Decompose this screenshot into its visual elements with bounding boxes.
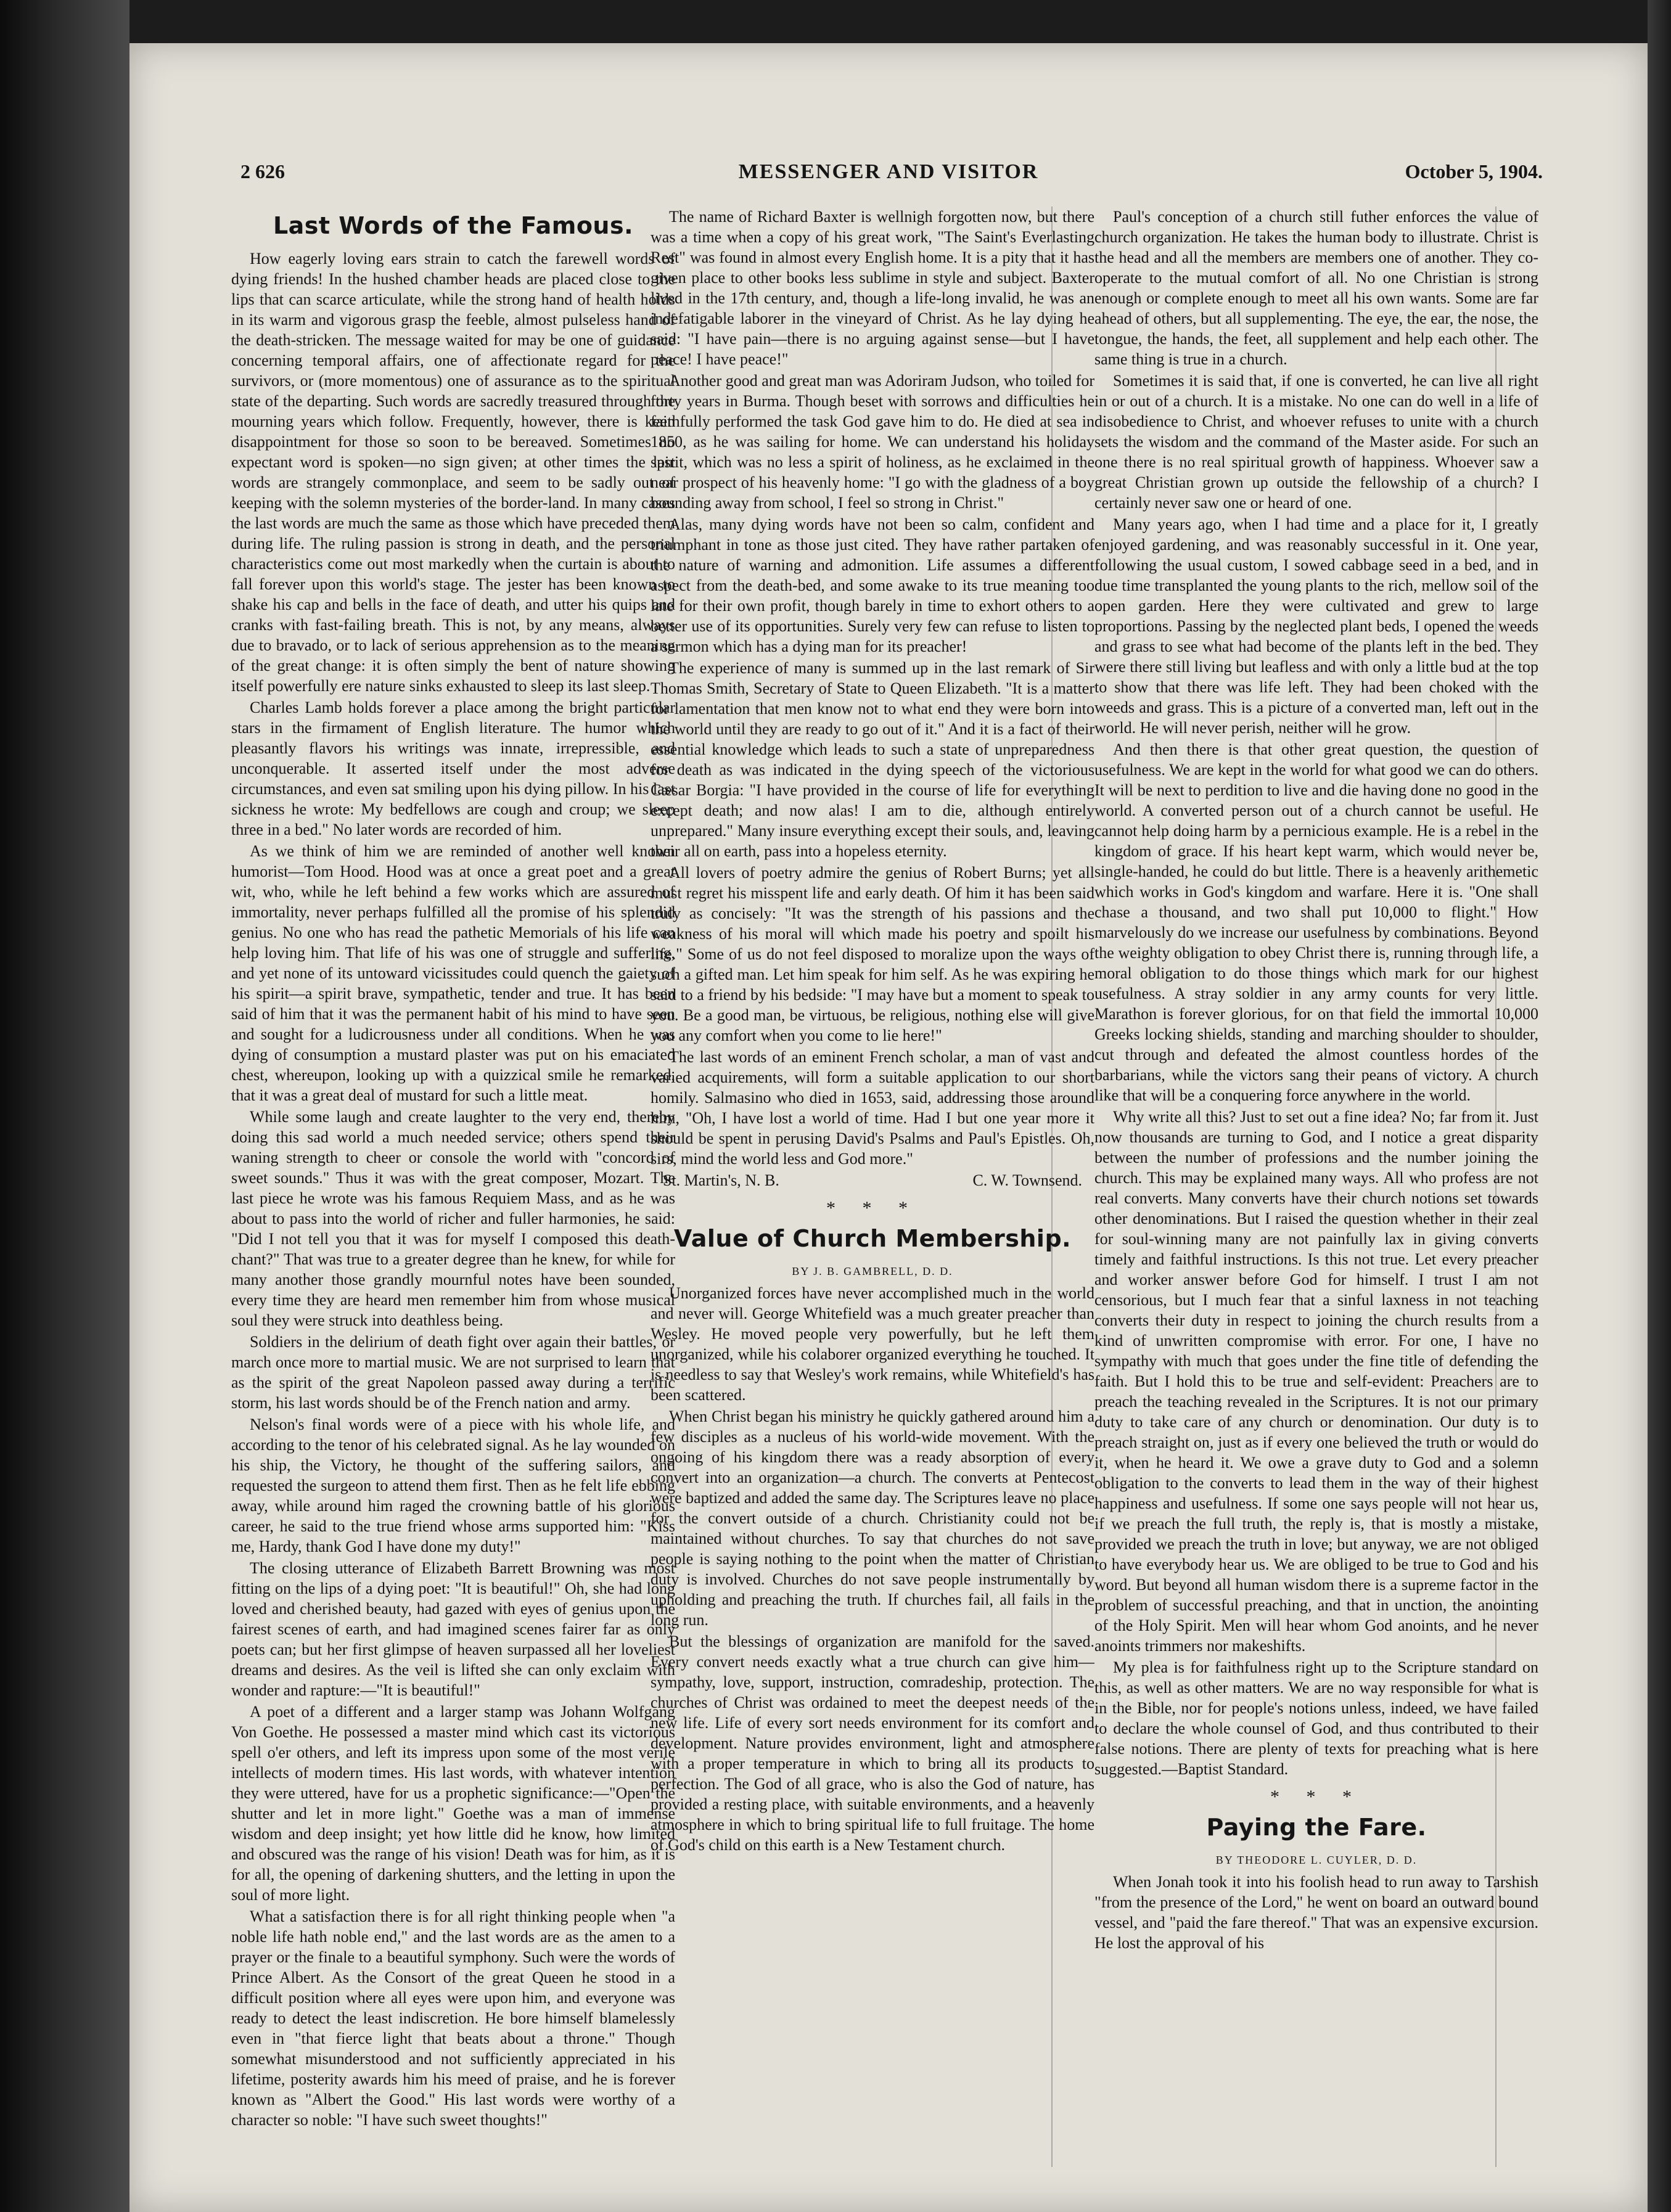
paragraph: Unorganized forces have never accomplished much in the world and never will. George Whitefield was a much greater preacher than Wesley. He moved people very powerfully, but he left them unorganized, while his colaborer organized everything he touched. It is needless to say that Wesley's work remains, while Whitefield's has been scattered.	[651, 1284, 1094, 1404]
paragraph: Another good and great man was Adoriram Judson, who toiled for forty years in Burma. Though beset with sorrows and difficulties he faithfully performed the task God gave him to do. He died at sea in 1850, as he was sailing for home. We can understand his holiday spirit, which was no less a spirit of holiness, as he exclaimed in the near prospect of his heavenly home: "I go with the gladness of a boy bounding away from school, I feel so strong in Christ."	[651, 372, 1094, 512]
article-title: Last Words of the Famous.	[273, 212, 634, 239]
article-byline: BY THEODORE L. CUYLER, D. D.	[1215, 1854, 1418, 1866]
paragraph: Charles Lamb holds forever a place among the bright particular stars in the firmament of English literature. The humor which pleasantly flavors his writings was innate, irrepressible, and unconquerable. It asserted itself under the most adverse circumstances, and even sat smiling upon his dying pillow. In his last sickness he wrote: My bedfellows are cough and croup; we sleep three in a bed." No later words are recorded of him.	[231, 698, 675, 838]
article-byline: BY J. B. GAMBRELL, D. D.	[792, 1265, 953, 1277]
paragraph: When Christ began his ministry he quickly gathered around him a few disciples as a nucleus of his world-wide movement. With the ongoing of his kingdom there was a ready absorption of every convert into an organization—a church. The converts at Pentecost were baptized and added the same day. The Scriptures leave no place for the convert outside of a church. Christianity could not be maintained without churches. To say that churches do not save people is saying nothing to the point when the matter of Christian duty is involved. Churches do not save people instrumentally by upholding and preaching the truth. If churches fail, all fails in the long run.	[651, 1407, 1094, 1629]
paragraph: While some laugh and create laughter to the very end, thereby doing this sad world a much needed service; others spend their waning strength to cheer or console the world with "concord of sweet sounds." Thus it was with the great composer, Mozart. The last piece he wrote was his famous Requiem Mass, and as he was about to pass into the world of richer and fuller harmonies, he said: "Did I not tell you that it was for myself I composed this death-chant?" That was true to a greater degree than he knew, for while for many another those grandly mournful notes have been sounded, every time they are heard men remember him from whose musical soul they were struck into deathless being.	[231, 1108, 675, 1329]
page-header	[129, 160, 1648, 197]
section-separator: * * *	[826, 1198, 919, 1218]
article-title: Value of Church Membership.	[673, 1225, 1072, 1252]
paragraph: What a satisfaction there is for all right thinking people when "a noble life hath noble end," and the last words are as the amen to a prayer or the finale to a beautiful symphony. Such were the words of Prince Albert. As the Consort of the great Queen he stood in a difficult position where all eyes were upon him, and everyone was ready to detect the least indiscretion. He bore himself blamelessly even in "that fierce light that beats about a throne." Though somewhat misunderstood and not sufficiently appreciated in his lifetime, posterity awards him his meed of praise, and he is forever known as "Albert the Good." His last words were worthy of a character so noble: "I have such sweet thoughts!"	[231, 1907, 675, 2129]
paragraph: My plea is for faithfulness right up to the Scripture standard on this, as well as other matters. We are no way responsible for what is in the Bible, nor for people's notions unless, indeed, we have failed to declare the whole counsel of God, and thus contributed to their false notions. There are plenty of texts for preaching what is here suggested.—Baptist Standard.	[1094, 1658, 1538, 1778]
page-number: 2 626	[240, 160, 285, 182]
paragraph: The experience of many is summed up in the last remark of Sir Thomas Smith, Secretary of State to Queen Elizabeth. "It is a matter for lamentation that men know not to what end they were born into the world until they are ready to go out of it." And it is a fact of their essential knowledge which leads to such a state of unpreparedness for death as was indicated in the dying speech of the victorious Cæsar Borgia: "I have provided in the course of life for everything except death; and now alas! I am to die, although entirely unprepared." Many insure everything except their souls, and, leaving their all on earth, pass into a hopeless eternity.	[651, 659, 1094, 860]
column-1	[231, 207, 675, 2198]
signature-author: C. W. Townsend.	[972, 1171, 1082, 1189]
paragraph: As we think of him we are reminded of another well known humorist—Tom Hood. Hood was at once a great poet and a great wit, who, while he left behind a few works which are assured of immortality, never perhaps fulfilled all the promise of his splendid genius. No one who has read the pathetic Memorials of his life can help loving him. That life of his was one of struggle and suffering, and yet none of its untoward vicissitudes could quench the gaiety of his spirit—a spirit brave, sympathetic, tender and true. It has been said of him that it was the permanent habit of his mind to have seen and sought for a ludicrousness under all conditions. When he was dying of consumption a mustard plaster was put on his emaciated chest, whereupon, looking up with a quizzical smile he remarked, that it was a great deal of mustard for such a little meat.	[231, 842, 675, 1104]
paragraph: A poet of a different and a larger stamp was Johann Wolfgang Von Goethe. He possessed a master mind which cast its victorious spell o'er others, and left its impress upon some of the most verile intellects of modern times. His last words, with whatever intention they were uttered, have for us a prophetic significance:—"Open the shutter and let in more light." Goethe was a man of immense wisdom and deep insight; yet how little did he know, how limited and obscured was the range of his vision! Death was for him, as it is for all, the opening of darkening shutters, and the letting in upon the soul of more light.	[231, 1703, 675, 1904]
scan-left-margin	[0, 0, 129, 2212]
article-title: Paying the Fare.	[1206, 1814, 1427, 1841]
paragraph: All lovers of poetry admire the genius of Robert Burns; yet all must regret his misspent life and early death. Of him it has been said truly as concisely: "It was the strength of his passions and the weakness of his moral will which made his poetry and spoilt his life." Some of us do not feel disposed to moralize upon the ways of such a gifted man. Let him speak for him self. As he was expiring he said to a friend by his bedside: "I may have but a moment to speak to you. Be a good man, be virtuous, be religious, nothing else will give you any comfort when you come to lie here!"	[651, 864, 1094, 1044]
paragraph: Many years ago, when I had time and a place for it, I greatly enjoyed gardening, and was reasonably successful in it. One year, following the usual custom, I sowed cabbage seed in a bed, and in due time transplanted the young plants to the rich, mellow soil of the open garden. Here they were cultivated and grew to large proportions. Passing by the neglected plant beds, I opened the weeds and grass to see what had become of the plants left in the bed. They were there still living but leafless and with only a little bud at the top to show that there was life left. They had been choked with the weeds and grass. This is a picture of a converted man, left out in the world. He will never perish, neither will he grow.	[1094, 515, 1538, 737]
paragraph: The last words of an eminent French scholar, a man of vast and varied acquirements, will form a suitable application to our short homily. Salmasino who died in 1653, said, addressing those around him, "Oh, I have lost a world of time. Had I but one year more it should be spent in perusing David's Psalms and Paul's Epistles. Oh, sirs, mind the world less and God more."	[651, 1048, 1094, 1168]
paragraph: The closing utterance of Elizabeth Barrett Browning was most fitting on the lips of a dying poet: "It is beautiful!" Oh, she had long loved and cherished beauty, had gazed with eyes of genius upon the fairest scenes of earth, and had imagined scenes fairer far as only poets can; but her first glimpse of heaven surpassed all her loveliest dreams and desires. As the veil is lifted she can only exclaim with wonder and rapture:—"It is beautiful!"	[231, 1559, 675, 1699]
paragraph: And then there is that other great question, the question of usefulness. We are kept in the world for what good we can do others. It will be next to perdition to live and die having done no good in the world. A converted person out of a church cannot be useful. He cannot help doing harm by a pernicious example. He is a rebel in the kingdom of grace. If his heart kept warm, which would never be, single-handed, he could do but little. There is a heavenly arithemetic which works in God's kingdom and warfare. Here it is. "One shall chase a thousand, and two shall put 10,000 to flight." How marvelously do we increase our usefulness by combinations. Beyond the weighty obligation to obey Christ there is, running through life, a moral obligation to do those things which mark for our highest usefulness. A stray soldier in any army counts for very little. Marathon is forever glorious, for on that field the immortal 10,000 Greeks locking shields, standing and marching shoulder to shoulder, cut through and defeated the almost countless hordes of the barbarians, while the victors sang their peans of victory. A church like that will be a conquering force anywhere in the world.	[1094, 740, 1538, 1104]
paragraph: The name of Richard Baxter is wellnigh forgotten now, but there was a time when a copy of his great work, "The Saint's Everlasting Rest" was found in almost every English home. It is a pity that it has given place to other books less sublime in style and subject. Baxter lived in the 17th century, and, though a life-long invalid, he was an indefatigable laborer in the vineyard of Christ. As he lay dying he said: "I have pain—there is no arguing against sense—but I have peace! I have peace!"	[651, 208, 1094, 368]
publication-title: MESSENGER AND VISITOR	[738, 160, 1039, 183]
paragraph: Paul's conception of a church still futher enforces the value of church organization. He takes the human body to illustrate. Christ is the head and all the members are members one of another. They co-operate to the mutual comfort of all. No one Christian is strong enough or complete enough to meet all his own wants. Some are far ahead of others, but all supplementing. The eye, the ear, the nose, the tongue, the hands, the feet, all supplement and help each other. The same thing is true in a church.	[1094, 208, 1538, 368]
paragraph: But the blessings of organization are manifold for the saved. Every convert needs exactly what a true church can give him—sympathy, love, support, instruction, comradeship, protection. The churches of Christ was ordained to meet the deepest needs of the new life. Life of every sort needs environment for its comfort and development. Nature provides environment, light and atmosphere with a proper temperature in which to bring all its products to perfection. The God of all grace, who is also the God of nature, has provided a resting place, with suitable environments, and a heavenly atmosphere in which to bring spiritual life to full fruitage. The home of God's child on this earth is a New Testament church.	[651, 1632, 1094, 1854]
paragraph: When Jonah took it into his foolish head to run away to Tarshish "from the presence of the Lord," he went on board an outward bound vessel, and "paid the fare thereof." That was an expensive excursion. He lost the approval of his	[1094, 1873, 1538, 1952]
paragraph: How eagerly loving ears strain to catch the farewell words of dying friends! In the hushed chamber heads are placed close to the lips that can scarce articulate, while the strong hand of health holds in its warm and vigorous grasp the feeble, almost pulseless hand of the death-stricken. The message waited for may be one of guidance concerning temporal affairs, one of affectionate regard for the survivors, or (more momentous) one of assurance as to the spiritual state of the departing. Such words are sacredly treasured through the mourning years which follow. Frequently, however, there is keen disappointment for those so soon to be bereaved. Sometimes no expectant word is spoken—no sign given; at other times the last words are strangely commonplace, and seem to be sadly out of keeping with the solemn mysteries of the border-land. In many cases the last words are much the same as those which have preceded them during life. The ruling passion is strong in death, and the personal characteristics come out most markedly when the curtain is about to fall forever upon this world's stage. The jester has been known to shake his cap and bells in the face of death, and utter his quips and cranks with fast-failing breath. This is not, by any means, always due to bravado, or to lack of serious apprehension as to the meaning of the great change: it is often simply the bent of nature showing itself powerfully ere nature sinks exhausted to sleep its last sleep.	[231, 250, 675, 695]
paragraph: Sometimes it is said that, if one is converted, he can live all right in or out of a church. It is a mistake. No one can do well in a life of disobedience to Christ, and whoever refuses to unite with a church sets the wisdom and the command of the Master aside. For such an one there is no real spiritual growth of happiness. Whoever saw a great Christian grown up outside the fellowship of a church? I certainly never saw one or heard of one.	[1094, 372, 1538, 512]
issue-date: October 5, 1904.	[1405, 160, 1543, 182]
paragraph: Nelson's final words were of a piece with his whole life, and according to the tenor of his celebrated signal. As he lay wounded on his ship, the Victory, he thought of the suffering sailors, and requested the surgeon to attend them first. Then as he felt life ebbing away, while around him raged the crowning battle of his glorious career, he said to the true friend whose arms supported him: "Kiss me, Hardy, thank God I have done my duty!"	[231, 1415, 675, 1555]
article-signature	[651, 1170, 1094, 1190]
scan-right-edge	[1648, 0, 1671, 2212]
newspaper-page	[129, 43, 1648, 2212]
column-2	[651, 207, 1094, 2198]
paragraph: Soldiers in the delirium of death fight over again their battles, or march once more to martial music. We are not surprised to learn that as the spirit of the great Napoleon passed away during a terrific storm, his last words should be of the French nation and army.	[231, 1333, 675, 1412]
paragraph: Why write all this? Just to set out a fine idea? No; far from it. Just now thousands are turning to God, and I notice a great disparity between the number of professions and the number joining the church. This may be explained many ways. All who profess are not real converts. Many converts have their church notions set towards other denominations. But I raised the question whether in their zeal for soul-winning many are not painfully lax in giving converts timely and faithful instructions. Is this not true. Let every preacher and worker answer before God for himself. I trust I am not censorious, but I much fear that a sinful laxness in not teaching converts their duty in respect to joining the church results from a kind of unwritten compromise with error. For one, I have no sympathy with much that goes under the fine title of defending the faith. But I hold this to be true and self-evident: Preachers are to preach the teaching revealed in the Scriptures. It is not our primary duty to take care of any church or denomination. Our duty is to preach straight on, just as if every one believed the truth or would do it, when he heard it. We owe a grave duty to God and a solemn obligation to the converts to lead them in the way of their highest happiness and usefulness. If some one says people will not hear us, if we preach the full truth, the reply is, that is mostly a mistake, provided we preach the truth in love; but anyway, we are not obliged to have everybody hear us. We are obliged to be true to God and his word. But beyond all human wisdom there is a supreme factor in the problem of successful preaching, and that in unction, the anointing of the Holy Spirit. Men will hear whom God anoints, and he never anoints trimmers nor makeshifts.	[1094, 1108, 1538, 1655]
signature-place: St. Martin's, N. B.	[663, 1171, 779, 1189]
column-3	[1094, 207, 1538, 2198]
section-separator: * * *	[1270, 1787, 1363, 1807]
paragraph: Alas, many dying words have not been so calm, confident and triumphant in tone as those just cited. They have rather partaken of the nature of warning and admonition. Life assumes a different aspect from the death-bed, and some awake to its true meaning too late for their own profit, though barely in time to exhort others to a better use of its opportunities. Surely very few can refuse to listen to a sermon which has a dying man for its preacher!	[651, 515, 1094, 655]
